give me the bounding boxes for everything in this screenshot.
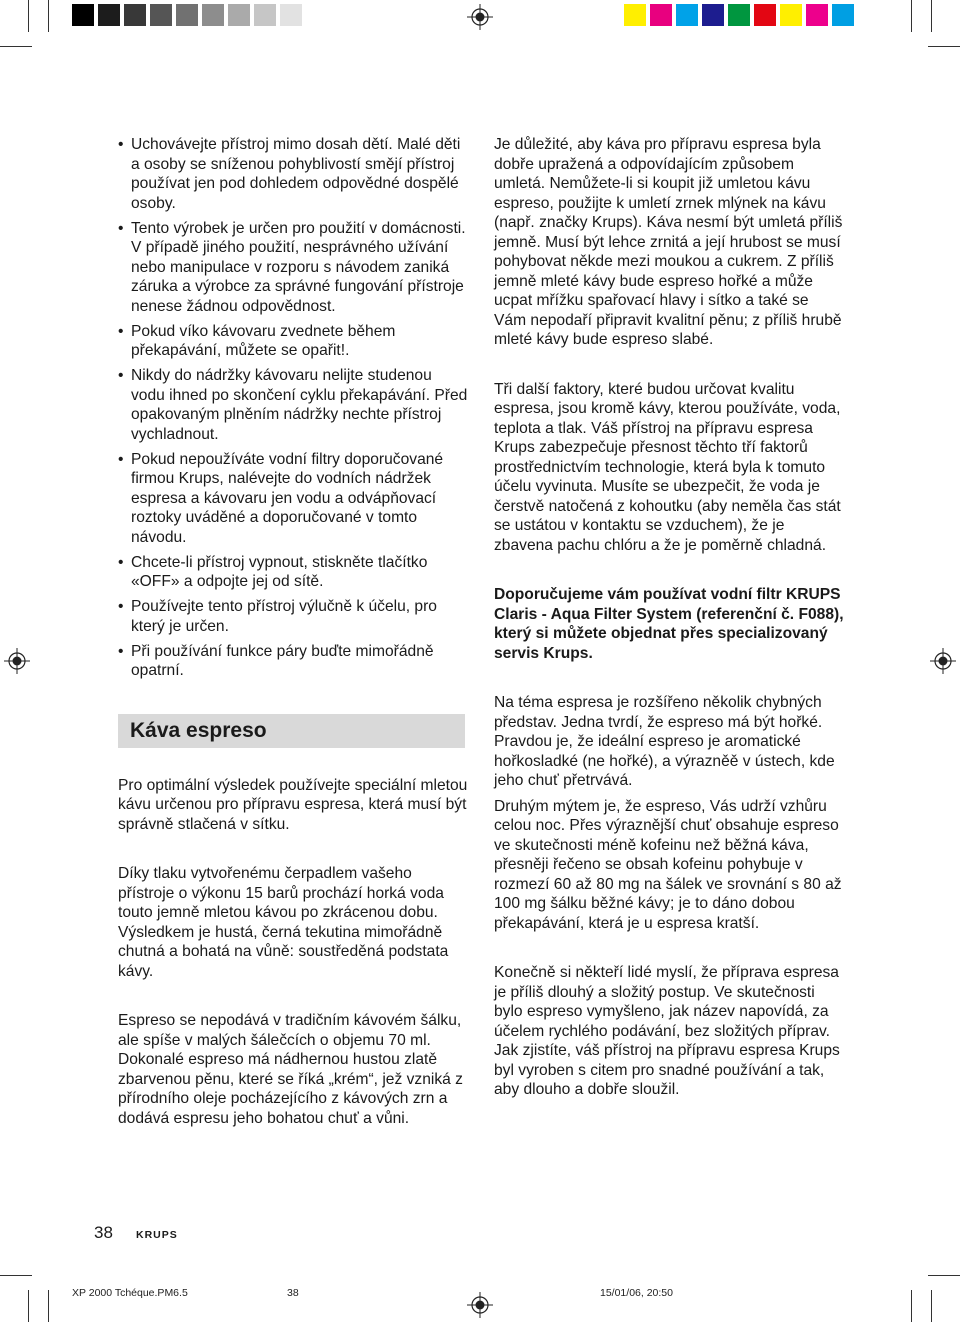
color-swatch — [306, 4, 328, 26]
bullet-text: Pokud nepoužíváte vodní filtry doporučované firmou Krups, nalévejte do vodních nádržek espresa a kávovaru jen vodu a odvápňovací roztoky uváděné a doporučované v tomto návodu. — [131, 450, 444, 546]
color-swatch — [150, 4, 172, 26]
bullet-icon: • — [118, 322, 124, 340]
left-column — [118, 135, 468, 1158]
registration-mark-icon — [467, 1292, 493, 1318]
slug-datetime: 15/01/06, 20:50 — [600, 1287, 673, 1299]
bullet-icon: • — [118, 136, 124, 153]
paragraph: Díky tlaku vytvořenému čerpadlem vašeho přístroje o výkonu 15 barů prochází horká voda touto jemně mletou kávou po zkrácenou dobu. Výsledkem je hustá, černá tekutina mimořádně chutná a bohatá na vůně: soustředěná podstata kávy. — [118, 865, 449, 980]
list-item — [118, 322, 468, 361]
water-filter-recommendation: Doporučujeme vám používat vodní filtr KRUPS Claris - Aqua Filter System (referenční č. F088), který si můžete objednat přes specializovaný servis Krups. — [494, 586, 844, 662]
paragraph: Konečně si někteří lidé myslí, že příprava espresa je příliš dlouhý a složitý postup. Ve skutečnosti bylo espreso vymyšleno, jak název napovídá, za účelem rychlého podávání, bez složitých příprav. Jak zjistíte, váš přístroj na přípravu espresa Krups byl vyroben s citem pro snadné používání a tak, aby dlouho a dobře sloužil. — [494, 964, 840, 1098]
list-item — [118, 366, 468, 444]
color-swatch — [624, 4, 646, 26]
color-swatch — [702, 4, 724, 26]
color-swatch — [228, 4, 250, 26]
registration-mark-icon — [930, 648, 956, 674]
bullet-icon: • — [118, 450, 124, 468]
crop-mark — [28, 0, 29, 32]
bullet-text: Uchovávejte přístroj mimo dosah dětí. Malé děti a osoby se sníženou pohyblivostí smějí přístroj používat jen pod dohledem odpovědné dospělé osoby. — [131, 136, 461, 212]
color-swatch — [806, 4, 828, 26]
color-swatch — [832, 4, 854, 26]
crop-mark — [928, 46, 960, 47]
color-swatch — [202, 4, 224, 26]
page-number: 38 — [94, 1223, 113, 1242]
paragraph: Na téma espresa je rozšířeno několik chybných představ. Jedna tvrdí, že espreso má být hořké. Pravdou je, že ideální espreso je aromatické hořkosladké (ne hořké), a výrazněě v ústech, kde jeho chuť přetrvává. — [494, 694, 835, 789]
color-swatch — [650, 4, 672, 26]
paragraph: Tři další faktory, které budou určovat kvalitu espresa, jsou kromě kávy, kterou používáte, voda, teplota a tlak. Váš přístroj na přípravu espresa Krups zabezpečuje přesnost těchto tří faktorů prostřednictvím technologie, která byla k tomuto účelu vyvinuta. Musíte se ubezpečit, že voda je čerstvě natočená z kohoutku (aby neměla čas stát se ustátou v kontaktu se vzduchem), že je zbavena pachu chlóru a že je poměrně chladná. — [494, 380, 841, 554]
bullet-icon: • — [118, 367, 124, 384]
color-swatch — [858, 4, 880, 26]
color-swatch — [780, 4, 802, 26]
bullet-icon: • — [118, 219, 124, 237]
crop-mark — [911, 0, 912, 32]
color-swatch — [176, 4, 198, 26]
color-swatch — [728, 4, 750, 26]
crop-mark — [0, 1275, 32, 1276]
bullet-text: Při používání funkce páry buďte mimořádně opatrní. — [131, 642, 434, 679]
color-swatch — [124, 4, 146, 26]
list-item — [118, 642, 468, 681]
crop-mark — [48, 1290, 49, 1322]
color-swatch — [98, 4, 120, 26]
list-item — [118, 553, 468, 592]
bullet-text: Nikdy do nádržky kávovaru nelijte studenou vodu ihned po skončení cyklu překapávání. Před opakovaným plněním nádržky nechte přístroj vychladnout. — [131, 367, 468, 443]
list-item — [118, 450, 468, 548]
list-item — [118, 135, 468, 213]
safety-bullet-list — [118, 135, 468, 681]
registration-mark-icon — [4, 648, 30, 674]
paragraph: Je důležité, aby káva pro přípravu espresa byla dobře upražená a odpovídajícím způsobem umletá. Nemůžete-li si koupit již umletou kávu espreso, použijte k umletí zrnek mlýnek na kávu (např. značky Krups). Káva nesmí být umletá příliš jemně. Musí být lehce zrnitá a její hrubost se musí pohybovat někde mezi moukou a cukrem. Z příliš jemně mleté kávy bude espreso hořké a může ucpat mřížku spařovací hlavy i sítko a také se Vám nepodaří připravit kvalitní pěnu; z příliš hrubě mleté kávy bude espreso slabé. — [494, 136, 843, 348]
paragraph: Espreso se nepodává v tradičním kávovém šálku, ale spíše v malých šálečcích o objemu 70 ml. Dokonalé espreso má nádhernou hustou zlatě zbarvenou pěnu, které se říká „krém“, jež vzniká z přírodního oleje pocházejícího z kávových zrn a dodává espresu jeho bohatou chuť a vůni. — [118, 1012, 463, 1127]
paragraph: Druhým mýtem je, že espreso, Vás udrží vzhůru celou noc. Přes výraznější chuť obsahuje espreso ve skutečnosti méně kofeinu než běžná káva, přesněji řečeno se obsah kofeinu pohybuje v rozmezí 60 až 80 mg na šálek ve srovnání s 80 až 100 mg šálku běžné kávy; je to dáno dobou překapávání, která je u espresa kratší. — [494, 797, 842, 932]
slug-page: 38 — [287, 1287, 299, 1299]
bullet-text: Používejte tento přístroj výlučně k účelu, pro který je určen. — [131, 598, 437, 635]
list-item — [118, 597, 468, 636]
brand-logo: KRUPS — [136, 1229, 178, 1241]
slug-filename: XP 2000 Tchéque.PM6.5 — [72, 1287, 188, 1299]
color-swatch — [254, 4, 276, 26]
color-swatch — [280, 4, 302, 26]
bullet-icon: • — [118, 598, 124, 615]
crop-mark — [928, 1275, 960, 1276]
list-item — [118, 219, 468, 317]
color-swatch — [754, 4, 776, 26]
section-title: Káva espreso — [118, 714, 465, 748]
bullet-icon: • — [118, 642, 124, 660]
crop-mark — [0, 46, 32, 47]
bullet-text: Pokud víko kávovaru zvednete během překapávání, můžete se opařit!. — [131, 322, 396, 359]
color-swatch — [676, 4, 698, 26]
crop-mark — [48, 0, 49, 32]
registration-mark-icon — [467, 4, 493, 30]
bullet-text: Tento výrobek je určen pro použití v domácnosti. V případě jiného použití, nesprávného užívání nebo manipulace v rozporu s návodem zaniká záruka a výrobce za správné fungování přístroje nenese žádnou odpovědnost. — [131, 219, 466, 315]
bullet-icon: • — [118, 553, 124, 571]
color-swatch — [72, 4, 94, 26]
crop-mark — [28, 1290, 29, 1322]
paragraph: Pro optimální výsledek používejte speciální mletou kávu určenou pro přípravu espresa, která musí být správně stlačená v sítku. — [118, 776, 468, 833]
bullet-text: Chcete-li přístroj vypnout, stiskněte tlačítko «OFF» a odpojte jej od sítě. — [131, 553, 428, 590]
crop-mark — [911, 1290, 912, 1322]
right-column — [494, 135, 844, 1130]
crop-mark — [931, 0, 932, 32]
crop-mark — [931, 1290, 932, 1322]
